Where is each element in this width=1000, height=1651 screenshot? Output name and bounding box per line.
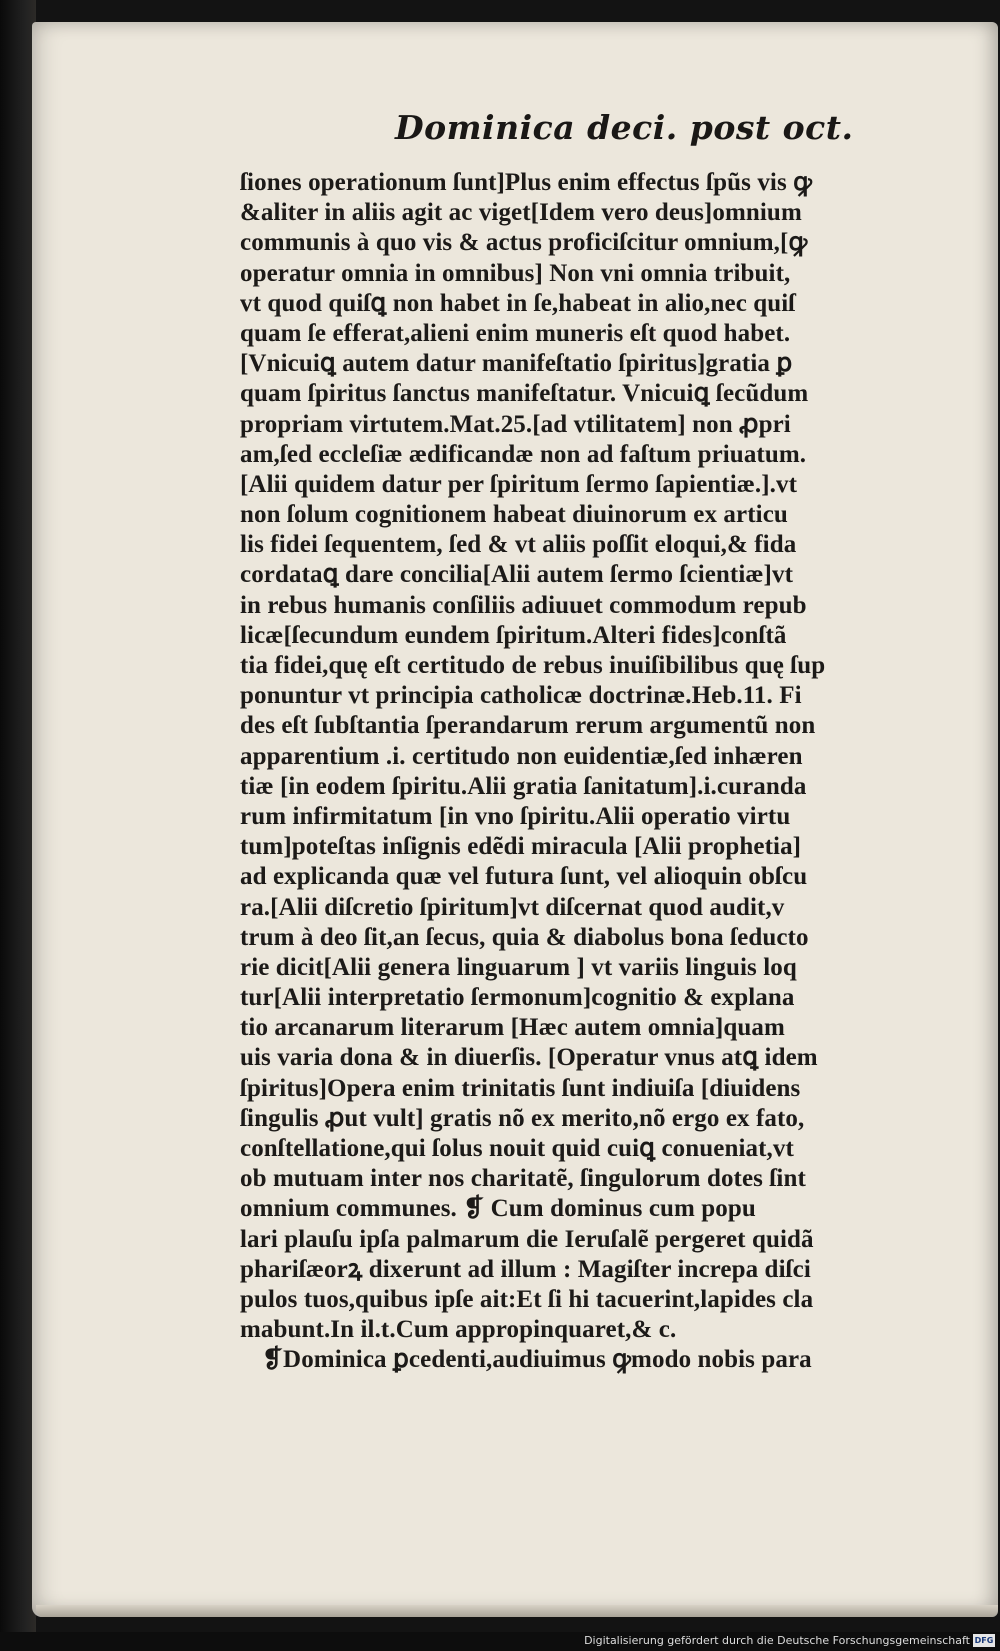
text-line: licæ[ſecundum eundem ſpiritum.Alteri fides]conſtã — [240, 621, 787, 649]
text-line: ſingulis ꝓut vult] gratis nõ ex merito,nõ ergo ex fato, — [240, 1104, 805, 1132]
text-line: ad explicanda quæ vel futura ſunt, vel alioquin obſcu — [240, 863, 808, 891]
text-line: ❡Dominica ꝑcedenti,audiuimus ꝙmodo nobis para — [262, 1346, 812, 1374]
text-line: vt quod quiſꝗ non habet in ſe,habeat in alio,nec quiſ — [240, 289, 796, 317]
page-bottom-edge — [36, 1605, 998, 1617]
text-line: ob mutuam inter nos charitatẽ, ſingulorum dotes ſint — [240, 1165, 806, 1193]
text-line: quam ſpiritus ſanctus manifeſtatur. Vnicuiꝗ ſecũdum — [240, 380, 809, 408]
text-line: ponuntur vt principia catholicæ doctrinæ.Heb.11. Fi — [240, 682, 802, 710]
text-line: tia fidei,quę eſt certitudo de rebus inuiſibilibus quę ſup — [240, 652, 826, 679]
text-line: trum à deo ſit,an ſecus, quia & diabolus bona ſeducto — [240, 923, 809, 951]
text-line: am,ſed eccleſiæ ædificandæ non ad faſtum priuatum. — [240, 440, 807, 468]
text-line: tiæ [in eodem ſpiritu.Alii gratia ſanitatum].i.curanda — [240, 772, 807, 800]
text-line: rie dicit[Alii genera linguarum ] vt variis linguis loq — [240, 953, 797, 981]
text-line: mabunt.In il.t.Cum appropinquaret,& c. — [240, 1316, 677, 1344]
book-spine-shadow — [0, 0, 36, 1651]
funding-credit: Digitalisierung gefördert durch die Deutsche Forschungsgemeinschaft — [584, 1634, 970, 1647]
text-line: ra.[Alii diſcretio ſpiritum]vt diſcernat quod audit,v — [240, 893, 785, 921]
text-line: tum]poteſtas inſignis edẽdi miracula [Alii prophetia] — [240, 833, 802, 861]
text-line: [Alii quidem datur per ſpiritum ſermo ſapientiæ.].vt — [240, 470, 798, 498]
dfg-logo: DFG — [974, 1636, 994, 1645]
text-line: quam ſe efferat,alieni enim muneris eſt quod habet. — [240, 319, 791, 347]
text-line: rum infirmitatum [in vno ſpiritu.Alii operatio virtu — [240, 802, 791, 830]
text-line: phariſæorꝝ dixerunt ad illum : Magiſter increpa diſci — [240, 1255, 811, 1283]
text-line: &aliter in aliis agit ac viget[Idem vero deus]omnium — [240, 199, 802, 227]
text-line: propriam virtutem.Mat.25.[ad vtilitatem] non ꝓpri — [240, 410, 791, 438]
text-line: ſpiritus]Opera enim trinitatis ſunt indiuiſa [diuidens — [240, 1074, 801, 1102]
text-line: des eſt ſubſtantia ſperandarum rerum argumentũ non — [240, 712, 816, 740]
body-text — [240, 168, 920, 1376]
running-head: Dominica deci. post oct. — [395, 108, 854, 147]
text-line: operatur omnia in omnibus] Non vni omnia tribuit, — [240, 259, 791, 287]
text-line: uis varia dona & in diuerſis. [Operatur vnus atꝗ idem — [240, 1044, 818, 1072]
text-line: apparentium .i. certitudo non euidentiæ,ſed inhæren — [240, 742, 803, 770]
text-line: conſtellatione,qui ſolus nouit quid cuiꝗ conueniat,vt — [240, 1135, 794, 1162]
text-line: non ſolum cognitionem habeat diuinorum ex articu — [240, 501, 788, 529]
text-line: communis à quo vis & actus proficiſcitur omnium,[ꝙ — [240, 229, 808, 257]
text-line: lis fidei ſequentem, ſed & vt aliis poſſit eloqui,& fida — [240, 531, 797, 559]
text-line: tio arcanarum literarum [Hæc autem omnia]quam — [240, 1014, 785, 1042]
text-line: lari plauſu ipſa palmarum die Ieruſalẽ pergeret quidã — [240, 1225, 814, 1253]
text-line: cordataꝗ dare concilia[Alii autem ſermo ſcientiæ]vt — [240, 561, 794, 589]
text-line: ſiones operationum ſunt]Plus enim effectus ſpũs vis ꝙ — [240, 169, 813, 196]
text-line: omnium communes. ❡ Cum dominus cum popu — [240, 1195, 756, 1223]
text-line: tur[Alii interpretatio ſermonum]cognitio & explana — [240, 984, 795, 1012]
text-line: [Vnicuiꝗ autem datur manifeſtatio ſpiritus]gratia ꝑ — [240, 350, 793, 378]
text-line: pulos tuos,quibus ipſe ait:Et ſi hi tacuerint,lapides cla — [240, 1285, 814, 1313]
text-line: in rebus humanis conſiliis adiuuet commodum repub — [240, 591, 807, 619]
